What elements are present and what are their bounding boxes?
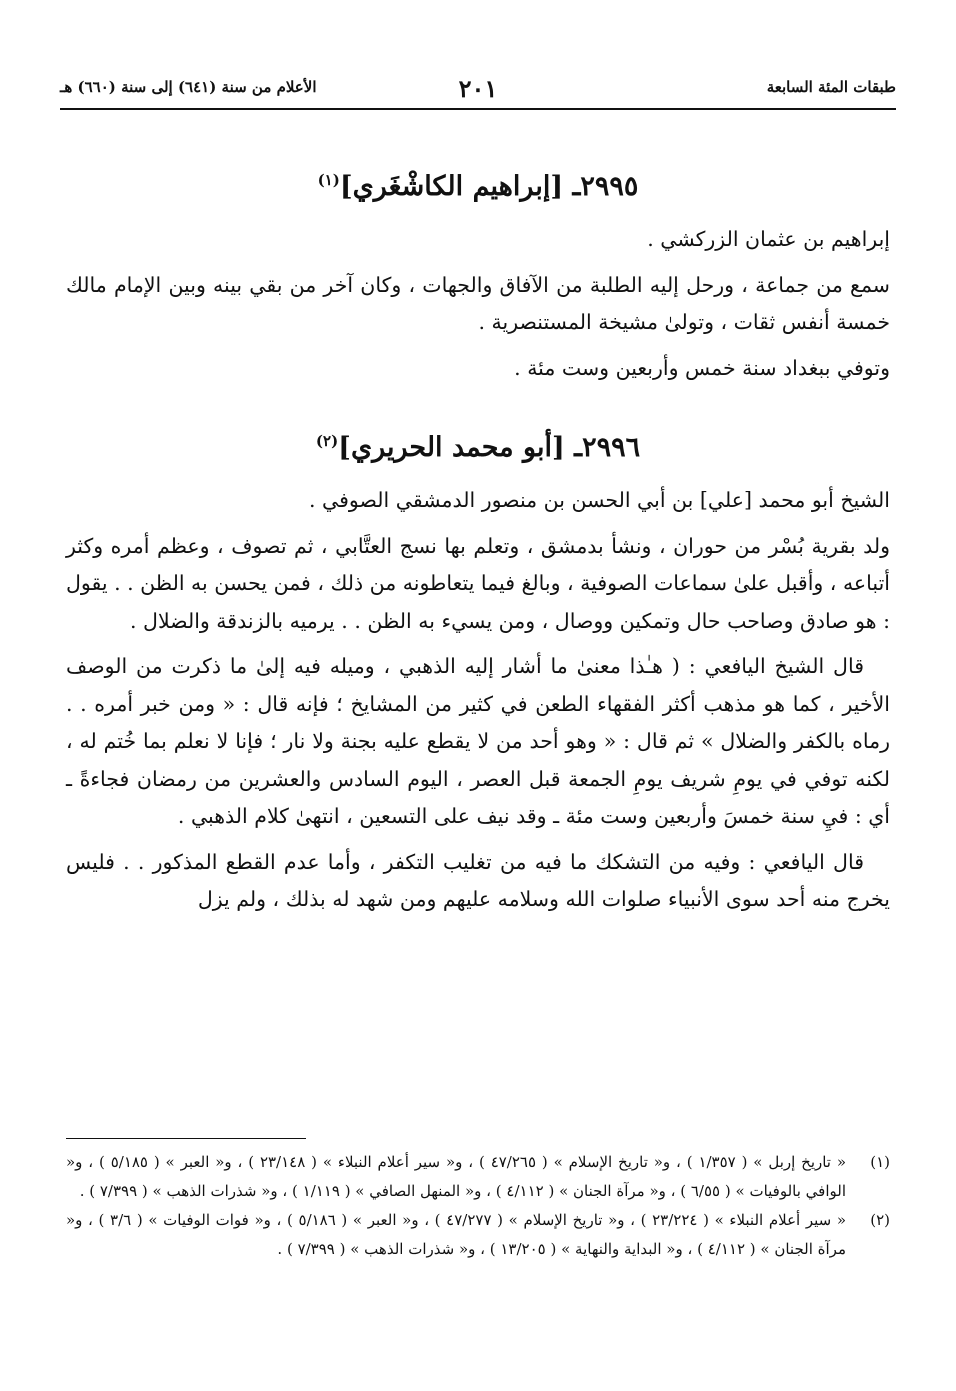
footnote-number: (١) bbox=[870, 1153, 890, 1171]
paragraph: سمع من جماعة ، ورحل إليه الطلبة من الآفاق والجهات ، وكان آخر من بقي بينه وبين الإمام مالك خمسة أنفس ثقات ، وتولىٰ مشيخة المستنصرية . bbox=[66, 272, 890, 334]
entry-title bbox=[66, 160, 890, 207]
footnote-ref: (١) bbox=[317, 171, 340, 189]
main-text bbox=[66, 160, 890, 927]
page-number: ٢٠١ bbox=[458, 74, 498, 103]
entry-title bbox=[66, 421, 890, 468]
running-header bbox=[60, 74, 896, 104]
entry-2996 bbox=[66, 421, 890, 919]
paragraph: إبراهيم بن عثمان الزركشي . bbox=[647, 227, 890, 251]
footnote-number: (٢) bbox=[870, 1211, 890, 1229]
paragraph: ولد بقرية بُسْر من حوران ، ونشأ بدمشق ، وتعلم بها نسج العتَّابي ، ثم تصوف ، وعظم أمره وكثر أتباعه ، وأقبل علىٰ سماعات الصوفية ، وبالغ فيما يتعاطونه من ذلك ، فمن يحسن به الظن . . يقول : هو صادق وصاحب حال وتمكين ووصال ، ومن يسيء به الظن . . يرميه بالزندقة والضلال . bbox=[66, 533, 890, 633]
entry-title-text: ٢٩٩٥ـ [إبراهيم الكاشْغَري] bbox=[339, 171, 639, 202]
header-section-title: طبقات المئة السابعة bbox=[766, 78, 896, 96]
paragraph: قال اليافعي : وفيه من التشكك ما فيه من تغليب التكفر ، وأما عدم القطع المذكور . . فليس يخرج منه أحد سوى الأنبياء صلوات الله وسلامه عليهم ومن شهد له بذلك ، ولم يزل bbox=[66, 849, 890, 911]
footnote-ref: (٢) bbox=[315, 432, 339, 450]
footnotes bbox=[66, 1148, 890, 1264]
footnote-divider bbox=[66, 1138, 306, 1139]
entry-title-text: ٢٩٩٦ـ [أبو محمد الحريري] bbox=[338, 432, 641, 463]
header-divider bbox=[60, 108, 896, 110]
paragraph: الشيخ أبو محمد [علي] بن أبي الحسن بن منصور الدمشقي الصوفي . bbox=[309, 488, 890, 512]
footnote bbox=[66, 1148, 890, 1206]
footnote-text: « تاريخ إربل » ( ١/٣٥٧ ) ، و« تاريخ الإسلام » ( ٤٧/٢٦٥ ) ، و« سير أعلام النبلاء » ( ٢٣/١٤٨ ) ، و« العبر » ( ٥/١٨٥ ) ، و« الوافي بالوفيات » ( ٦/٥٥ ) ، و« مرآة الجنان » ( ٤/١١٢ ) ، و« المنهل الصافي » ( ١/١١٩ ) ، و« شذرات الذهب » ( ٧/٣٩٩ ) . bbox=[66, 1153, 847, 1200]
footnote-text: « سير أعلام النبلاء » ( ٢٣/٢٢٤ ) ، و« تاريخ الإسلام » ( ٤٧/٢٧٧ ) ، و« العبر » ( ٥/١٨٦ ) ، و« فوات الوفيات » ( ٣/٦ ) ، و« مرآة الجنان » ( ٤/١١٢ ) ، و« البداية والنهاية » ( ١٣/٢٠٥ ) ، و« شذرات الذهب » ( ٧/٣٩٩ ) . bbox=[66, 1211, 847, 1258]
spacer bbox=[66, 395, 890, 421]
paragraph: وتوفي ببغداد سنة خمس وأربعين وست مئة . bbox=[514, 355, 890, 380]
header-year-range: الأعلام من سنة (٦٤١) إلى سنة (٦٦٠) هـ bbox=[60, 78, 317, 96]
footnote bbox=[66, 1206, 890, 1264]
entry-2995 bbox=[66, 160, 890, 387]
paragraph: قال الشيخ اليافعي : ( هـٰذا معنىٰ ما أشار إليه الذهبي ، وميله فيه إلىٰ ما ذكرت من الوصف الأخير ، كما هو مذهب أكثر الفقهاء الطعن في كثير من المشايخ ؛ فإنه قال : « ومن خبر أمره . . رماه بالكفر والضلال » ثم قال : « وهو أحد من لا يقطع عليه بجنة ولا نار ؛ فإنا لا نعلم بما خُتم له ، لكنه توفي في يومِ شريف يومِ الجمعة قبل العصر ، اليوم السادس والعشرين من رمضان فجاءةً ـ أي : فيِ سنة خمسَ وأربعين وست مئة ـ وقد نيف على التسعين ، انتهىٰ كلام الذهبي . bbox=[66, 654, 890, 828]
